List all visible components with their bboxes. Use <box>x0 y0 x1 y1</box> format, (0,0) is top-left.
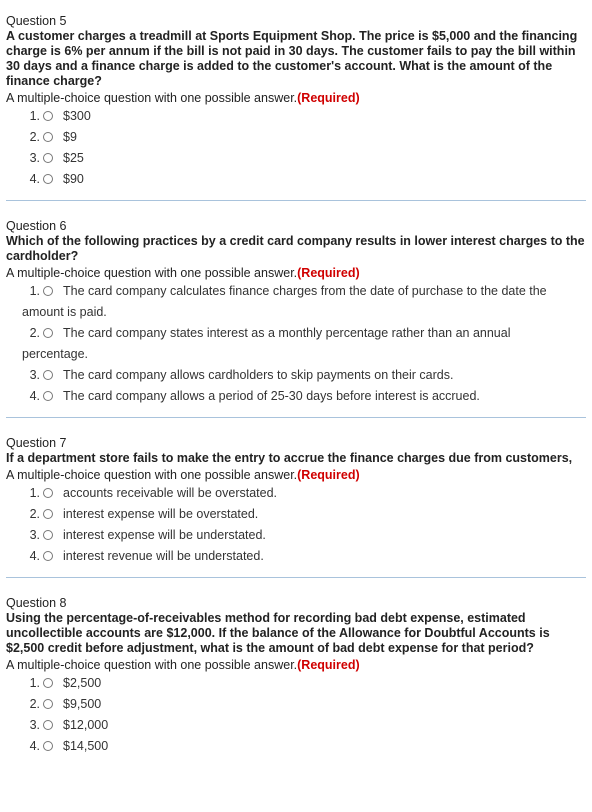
radio-button[interactable] <box>43 174 53 184</box>
question-divider <box>6 200 586 201</box>
option-number: 3. <box>29 528 40 542</box>
option-label: $25 <box>63 151 84 165</box>
question-number: Question 8 <box>6 596 67 610</box>
question-type-label: A multiple-choice question with one possible answer. <box>6 468 298 482</box>
option-number: 2. <box>29 507 40 521</box>
option-label: $12,000 <box>63 718 109 732</box>
question-number: Question 7 <box>6 436 67 450</box>
option-number: 4. <box>29 172 40 186</box>
option-number: 1. <box>29 109 40 123</box>
option-number: 4. <box>29 739 40 753</box>
option-label-continuation: amount is paid. <box>22 305 107 319</box>
option-label: interest revenue will be understated. <box>63 549 264 563</box>
answer-option-2[interactable] <box>6 694 586 715</box>
option-label: The card company allows cardholders to skip payments on their cards. <box>63 368 454 382</box>
question-type-label: A multiple-choice question with one possible answer. <box>6 658 298 672</box>
question-text: Using the percentage-of-receivables method for recording bad debt expense, estimated uncollectible accounts are $12,000. If the balance of the Allowance for Doubtful Accounts is $2,500 credit before adjustment, what is the amount of bad debt expense for that period? <box>6 611 550 655</box>
radio-button[interactable] <box>43 530 53 540</box>
required-label: (Required) <box>297 91 360 105</box>
option-label: $14,500 <box>63 739 109 753</box>
answer-option-3[interactable] <box>6 525 586 546</box>
answer-option-4[interactable] <box>6 736 586 757</box>
radio-button[interactable] <box>43 509 53 519</box>
option-number: 4. <box>29 389 40 403</box>
option-number: 3. <box>29 151 40 165</box>
answer-option-3[interactable] <box>6 148 586 169</box>
answer-option-2[interactable] <box>6 127 586 148</box>
option-label-continuation: percentage. <box>22 347 89 361</box>
option-label: interest expense will be understated. <box>63 528 266 542</box>
answer-option-1[interactable] <box>6 673 586 694</box>
option-label: $2,500 <box>63 676 102 690</box>
option-number: 2. <box>29 326 40 340</box>
question-type-label: A multiple-choice question with one possible answer. <box>6 91 298 105</box>
question-type <box>6 657 586 673</box>
option-label: interest expense will be overstated. <box>63 507 259 521</box>
question-type-label: A multiple-choice question with one possible answer. <box>6 266 298 280</box>
answer-option-1[interactable] <box>6 483 586 504</box>
question-type <box>6 265 586 281</box>
question-text: If a department store fails to make the entry to accrue the finance charges due from customers, <box>6 451 573 465</box>
option-label: $9 <box>63 130 77 144</box>
option-number: 1. <box>29 284 40 298</box>
radio-button[interactable] <box>43 488 53 498</box>
answer-option-2[interactable] <box>6 504 586 525</box>
required-label: (Required) <box>297 266 360 280</box>
option-number: 1. <box>29 486 40 500</box>
option-label: The card company allows a period of 25-30 days before interest is accrued. <box>63 389 480 403</box>
options-list <box>6 281 586 407</box>
required-label: (Required) <box>297 658 360 672</box>
answer-option-2[interactable] <box>6 323 586 344</box>
question-type <box>6 90 586 106</box>
required-label: (Required) <box>297 468 360 482</box>
option-label: $90 <box>63 172 84 186</box>
option-label: accounts receivable will be overstated. <box>63 486 278 500</box>
radio-button[interactable] <box>43 741 53 751</box>
option-number: 4. <box>29 549 40 563</box>
question-number: Question 6 <box>6 219 67 233</box>
question-8 <box>6 596 586 757</box>
option-number: 3. <box>29 368 40 382</box>
options-list <box>6 483 586 567</box>
question-type <box>6 467 586 483</box>
option-number: 1. <box>29 676 40 690</box>
answer-option-3[interactable] <box>6 715 586 736</box>
radio-button[interactable] <box>43 111 53 121</box>
option-label: The card company calculates finance charges from the date of purchase to the date the <box>63 284 547 298</box>
answer-option-4[interactable] <box>6 386 586 407</box>
question-7 <box>6 436 586 567</box>
option-number: 2. <box>29 697 40 711</box>
answer-option-1[interactable] <box>6 106 586 127</box>
question-divider <box>6 577 586 578</box>
question-5 <box>6 14 586 190</box>
radio-button[interactable] <box>43 551 53 561</box>
radio-button[interactable] <box>43 699 53 709</box>
question-divider <box>6 417 586 418</box>
answer-option-1[interactable] <box>6 281 586 302</box>
question-text: A customer charges a treadmill at Sports Equipment Shop. The price is $5,000 and the financing charge is 6% per annum if the bill is not paid in 30 days. The customer fails to pay the bill within 30 days and a finance charge is added to the customer's account. What is the amount of the finance charge? <box>6 29 578 88</box>
answer-option-4[interactable] <box>6 546 586 567</box>
option-label: $9,500 <box>63 697 102 711</box>
answer-option-4[interactable] <box>6 169 586 190</box>
radio-button[interactable] <box>43 286 53 296</box>
radio-button[interactable] <box>43 153 53 163</box>
radio-button[interactable] <box>43 132 53 142</box>
radio-button[interactable] <box>43 370 53 380</box>
radio-button[interactable] <box>43 328 53 338</box>
option-number: 2. <box>29 130 40 144</box>
question-number: Question 5 <box>6 14 67 28</box>
option-label: $300 <box>63 109 91 123</box>
question-6 <box>6 219 586 407</box>
answer-option-3[interactable] <box>6 365 586 386</box>
options-list <box>6 673 586 757</box>
radio-button[interactable] <box>43 720 53 730</box>
question-text: Which of the following practices by a credit card company results in lower interest charges to the cardholder? <box>6 234 585 263</box>
option-number: 3. <box>29 718 40 732</box>
option-label: The card company states interest as a monthly percentage rather than an annual <box>63 326 511 340</box>
radio-button[interactable] <box>43 678 53 688</box>
options-list <box>6 106 586 190</box>
radio-button[interactable] <box>43 391 53 401</box>
